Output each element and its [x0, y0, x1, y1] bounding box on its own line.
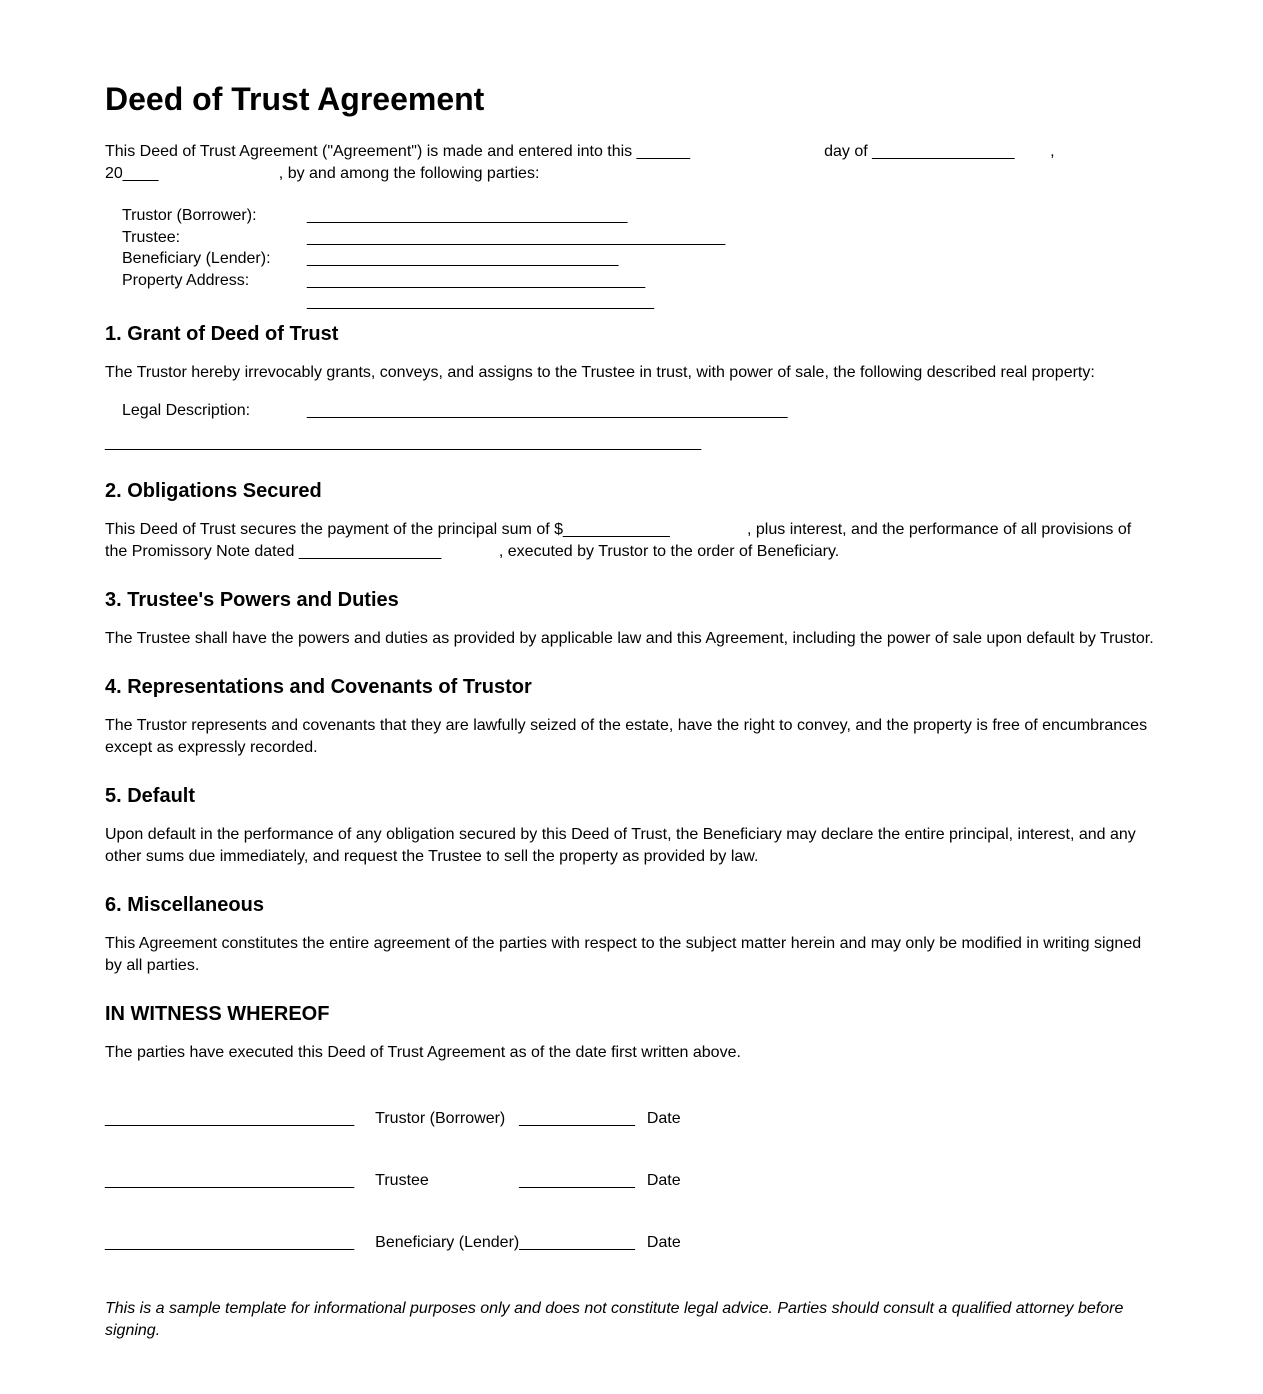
- parties-list: [105, 205, 1155, 313]
- year-group: [105, 165, 279, 182]
- disclaimer-text: This is a sample template for informational purposes only and does not constitute legal advice. Parties should consult a qualified attorney before signing.: [105, 1299, 1124, 1339]
- year-blank-field[interactable]: ____: [122, 165, 159, 182]
- party-row-beneficiary: [122, 248, 1155, 270]
- section-1-heading: 1. Grant of Deed of Trust: [105, 322, 339, 345]
- legal-description-field-2[interactable]: ___________________________________________________________________: [105, 433, 702, 451]
- beneficiary-name-field[interactable]: ___________________________________: [307, 250, 619, 267]
- party-label-property-address: Property Address:: [122, 271, 250, 289]
- party-label-trustor: Trustor (Borrower):: [122, 207, 257, 224]
- trustee-date-label: Date: [646, 1171, 681, 1189]
- signature-row-beneficiary: [105, 1232, 1155, 1254]
- section-2-text-2: , plus interest, and the performance of all provisions of the Promissory Note dated: [105, 520, 1132, 560]
- trustee-role-label: Trustee: [375, 1171, 429, 1189]
- section-4-heading: 4. Representations and Covenants of Trustor: [105, 675, 532, 698]
- trustor-role-label: Trustor (Borrower): [375, 1109, 506, 1127]
- signature-row-trustee: [105, 1170, 1155, 1192]
- trustee-name-field[interactable]: _______________________________________________: [307, 228, 726, 246]
- section-6-body: This Agreement constitutes the entire agreement of the parties with respect to the subject matter herein and may only be modified in writing signed by all parties.: [105, 934, 1142, 974]
- intro-tail-text: , by and among the following parties:: [278, 165, 540, 182]
- section-4-body: The Trustor represents and covenants that they are lawfully seized of the estate, have the right to convey, and the property is free of encumbrances except as expressly recorded.: [105, 716, 1148, 756]
- party-row-trustor: [122, 205, 1155, 227]
- section-1-body: The Trustor hereby irrevocably grants, conveys, and assigns to the Trustee in trust, with power of sale, the following described real property:: [105, 363, 1095, 381]
- section-2-heading: 2. Obligations Secured: [105, 479, 322, 502]
- trustor-signature-line[interactable]: ____________________________: [105, 1109, 355, 1127]
- legal-description-label: Legal Description:: [122, 401, 251, 419]
- section-5-body: Upon default in the performance of any obligation secured by this Deed of Trust, the Beneficiary may declare the entire principal, interest, and any other sums due immediately, and request the Trustee to sell the property as provided by law.: [105, 825, 1136, 865]
- year-prefix-text: 20: [105, 165, 123, 182]
- party-label-trustee: Trustee:: [122, 228, 181, 246]
- witness-body: The parties have executed this Deed of Trust Agreement as of the date first written above.: [105, 1043, 741, 1061]
- party-row-trustee: [122, 227, 1155, 249]
- party-row-property-address: [122, 270, 1155, 292]
- beneficiary-role-label: Beneficiary (Lender): [375, 1233, 520, 1251]
- trustor-date-line[interactable]: _____________: [519, 1109, 635, 1127]
- property-address-field-2[interactable]: _______________________________________: [307, 293, 655, 310]
- footer-clipped-region: [105, 1298, 1155, 1339]
- principal-sum-field[interactable]: ____________: [563, 520, 670, 538]
- trustor-date-label: Date: [646, 1109, 681, 1127]
- trustee-date-line[interactable]: _____________: [519, 1171, 635, 1189]
- party-row-property-address-2: [122, 291, 1155, 313]
- section-5-heading: 5. Default: [105, 784, 196, 807]
- page-title: Deed of Trust Agreement: [105, 81, 485, 117]
- day-blank-field[interactable]: ______: [636, 143, 691, 160]
- section-2-text-1: This Deed of Trust secures the payment of the principal sum of $: [105, 520, 563, 538]
- witness-heading: IN WITNESS WHEREOF: [105, 1002, 330, 1025]
- section-2-body: [105, 519, 1155, 563]
- trustee-signature-line[interactable]: ____________________________: [105, 1171, 355, 1189]
- party-label-beneficiary: Beneficiary (Lender):: [122, 250, 271, 267]
- section-3-heading: 3. Trustee's Powers and Duties: [105, 588, 399, 611]
- beneficiary-signature-line[interactable]: ____________________________: [105, 1233, 355, 1251]
- section-2-text-3: , executed by Trustor to the order of Beneficiary.: [498, 542, 840, 560]
- section-3-body: The Trustee shall have the powers and duties as provided by applicable law and this Agreement, including the power of sale upon default by Trustor.: [105, 629, 1154, 647]
- intro-comma-text: ,: [1050, 143, 1055, 160]
- note-date-field[interactable]: ________________: [298, 542, 442, 560]
- intro-paragraph: [105, 141, 1155, 185]
- intro-lead-text: This Deed of Trust Agreement ("Agreement") is made and entered into this: [105, 143, 633, 160]
- beneficiary-date-label: Date: [646, 1233, 681, 1251]
- trustor-name-field[interactable]: ____________________________________: [307, 207, 628, 224]
- beneficiary-date-line[interactable]: _____________: [519, 1233, 635, 1251]
- intro-day-of-text: day of: [824, 143, 868, 160]
- property-address-field[interactable]: ______________________________________: [307, 271, 646, 289]
- signature-row-trustor: [105, 1108, 1155, 1130]
- legal-description-row: [105, 400, 1155, 422]
- section-6-heading: 6. Miscellaneous: [105, 893, 264, 916]
- month-blank-field[interactable]: ________________: [872, 143, 1015, 160]
- legal-description-field[interactable]: ______________________________________________________: [307, 401, 788, 419]
